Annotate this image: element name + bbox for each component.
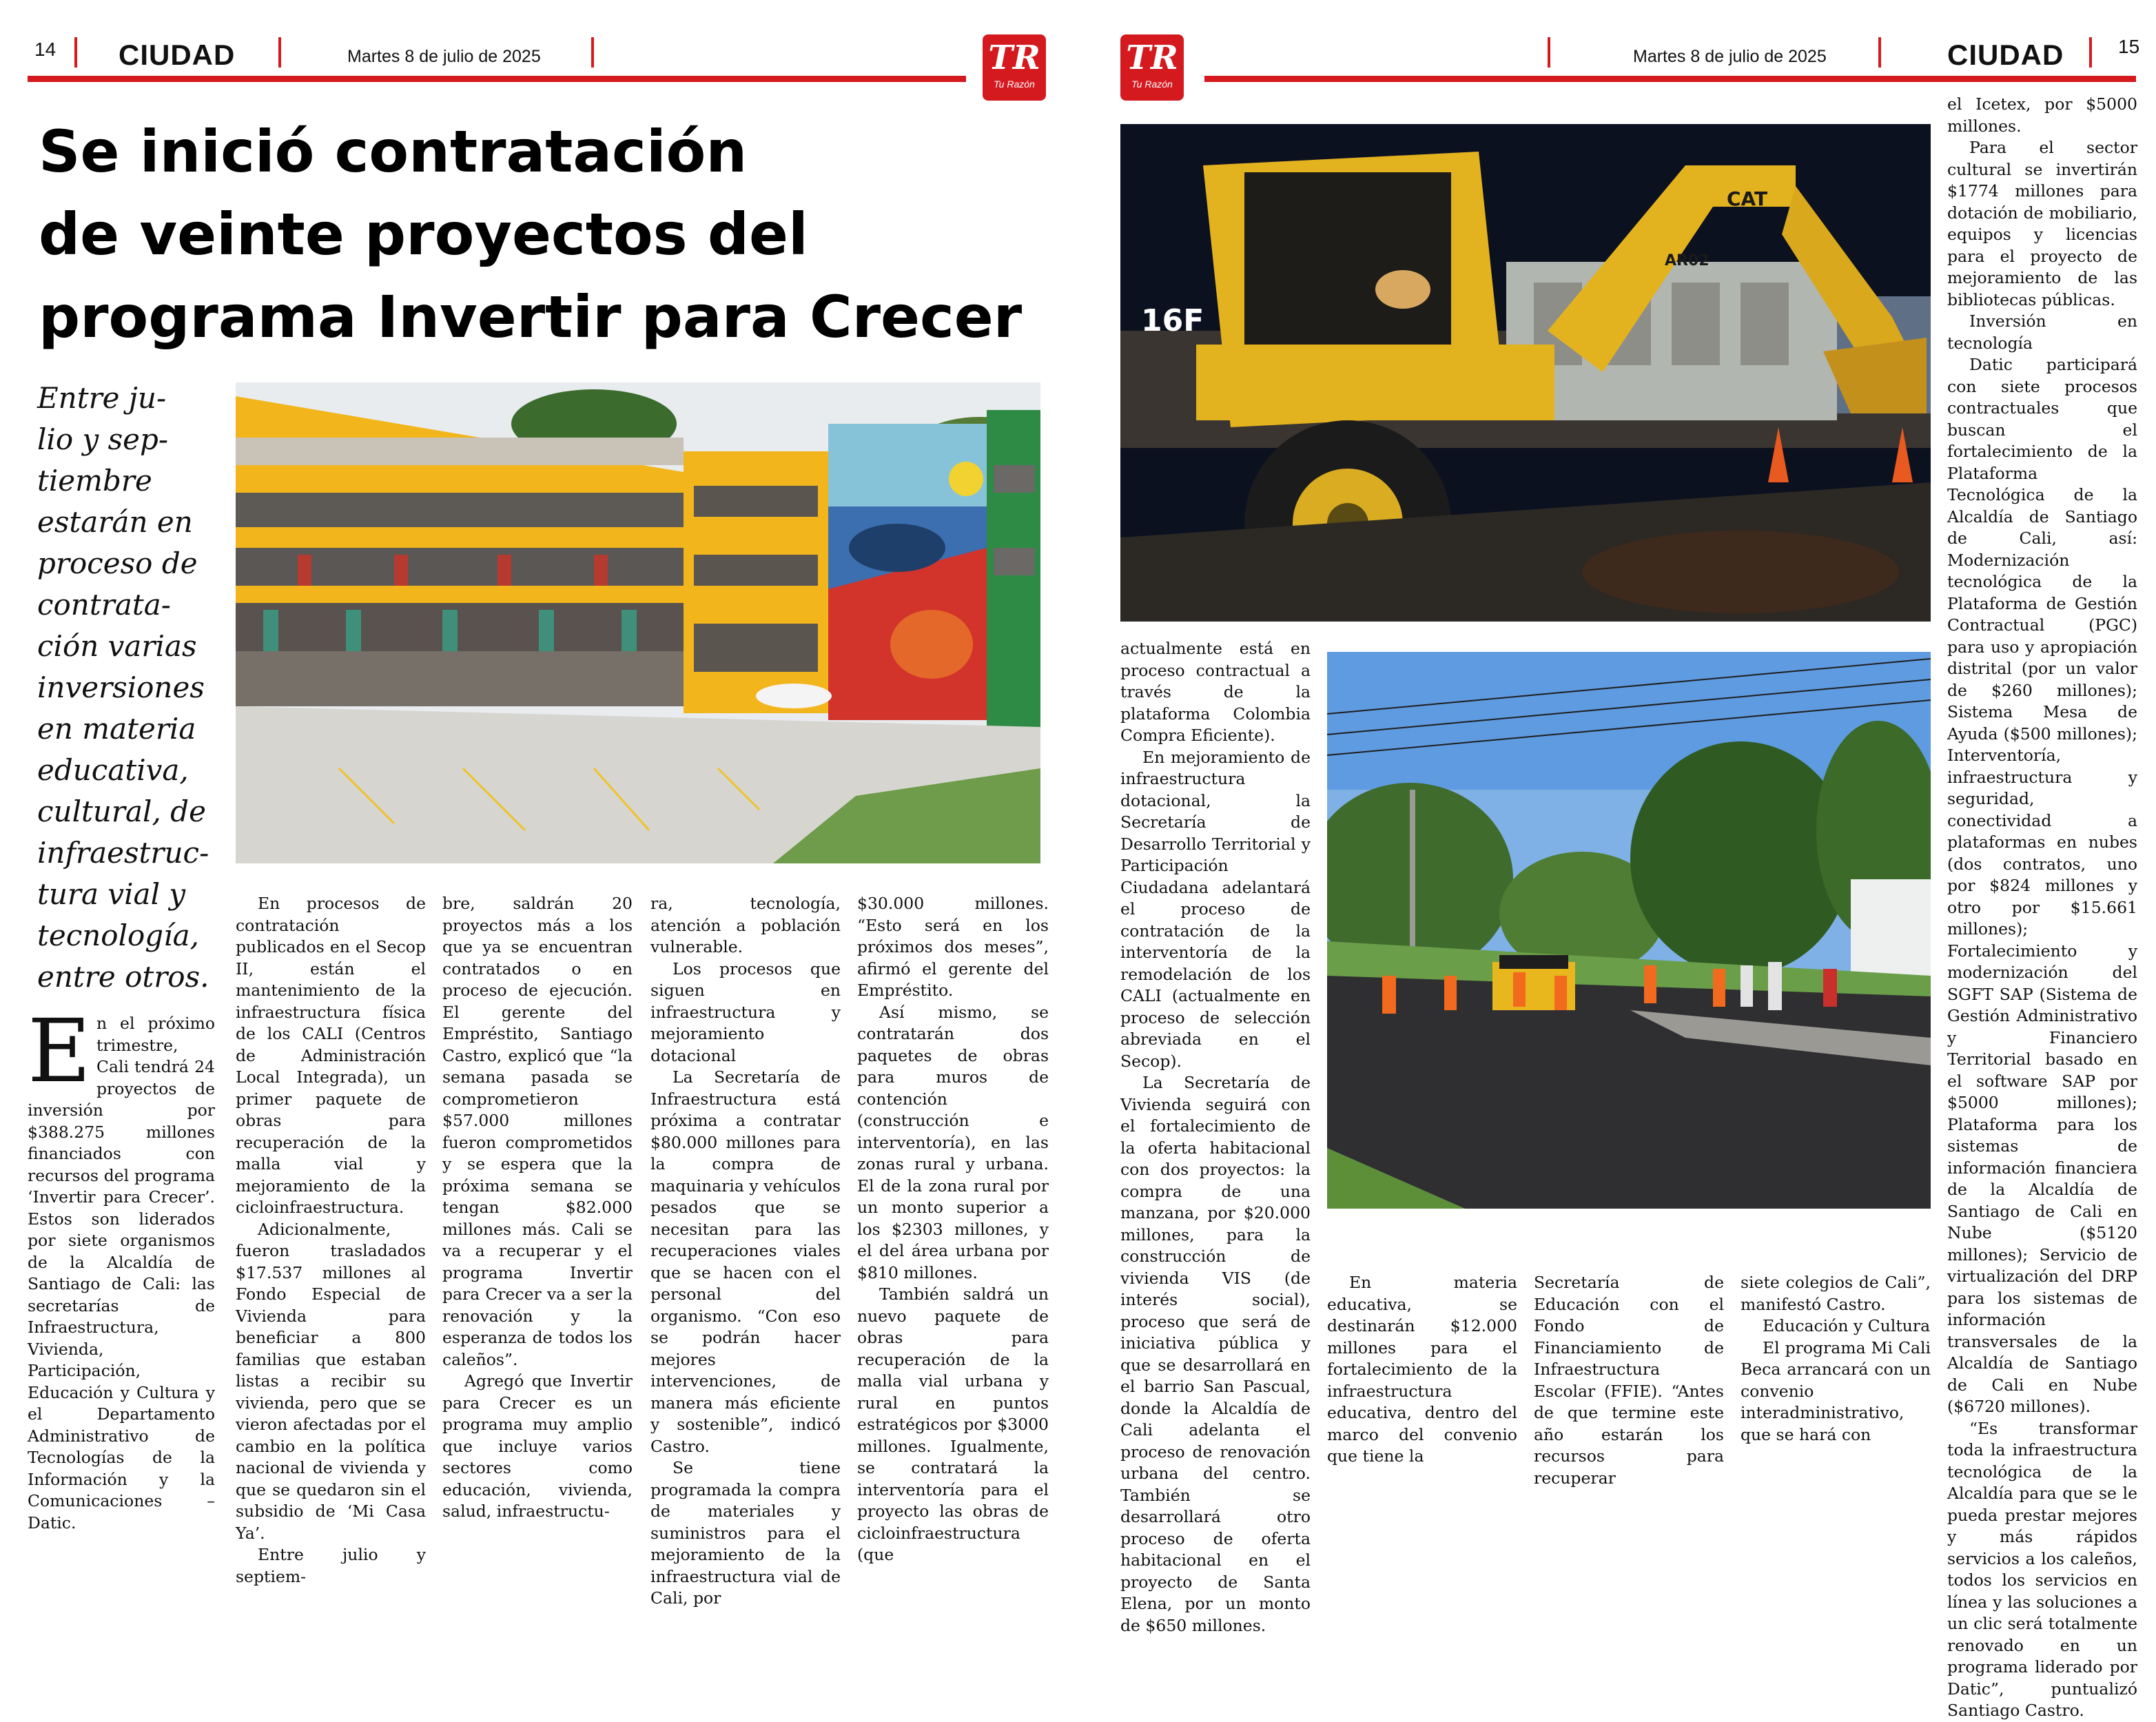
- paragraph: Secretaría de Educación con el Fondo de Financiamiento de Infraestructura Escolar (FFIE). “Antes de que termine este año estarán los recursos para recuperar: [1534, 1273, 1724, 1488]
- header-rule-right: [1204, 76, 2136, 82]
- excavator-night-photo: [1120, 124, 1931, 622]
- logo-name: Tu Razón: [994, 79, 1035, 90]
- header-divider: [591, 37, 594, 68]
- header-divider: [1878, 37, 1881, 68]
- paragraph: bre, saldrán 20 proyectos más a los que ya se encuentran contratados o en proceso de ejecución. El gerente del Empréstito, Santiago Castro, explicó que “la semana pasada se comprometieron $57.000 millones fueron comprometidos y se espera que la próxima semana se tengan $82.000 millones más. Cali se va a recuperar y el programa Invertir para Crecer va a ser la renovación y la esperanza de todos los caleños”.: [442, 894, 633, 1369]
- paragraph: Se tiene programada la compra de materiales y suministros para el mejoramiento de la infraestructura vial de Cali, por: [650, 1458, 841, 1608]
- newspaper-logo-right: [1120, 34, 1184, 101]
- header-divider: [74, 37, 77, 68]
- logo-mark: TR: [1126, 39, 1178, 77]
- lead-line: ción varias: [37, 629, 197, 663]
- date-left: Martes 8 de julio de 2025: [347, 47, 541, 66]
- paragraph: El programa Mi Cali Beca arrancará con un convenio interadministrativo, que se hará con: [1741, 1337, 1931, 1444]
- truck-plate-text: 16F: [1141, 303, 1204, 338]
- logo-name: Tu Razón: [1131, 79, 1173, 90]
- article-headline: [39, 110, 1022, 358]
- street-paving-photo: [1327, 652, 1931, 1209]
- header-rule-left: [28, 76, 966, 82]
- logo-mark: TR: [988, 39, 1040, 77]
- paragraph: “Es transformar toda la infraestructura tecnológica de la Alcaldía para que se le pueda prestar mejores y más rápidos servicios a los caleños, todos los servicios en línea y las soluciones a un clic será totalmente renovado en un programa liderado por Datic”, puntualizó Santiago Castro.: [1947, 1418, 2137, 1720]
- paragraph: Datic participará con siete procesos contractuales que buscan el fortalecimiento de la Plataforma Tecnológica de la Alcaldía de Santiago de Cali, así: Modernización tecnológica de la Plataforma de Gestión Contractual (PGC) para uso y apropiación distrital (por un valor de $260 millones); Sistema Mesa de Ayuda ($500 millones); Interventoría, infraestructura y seguridad, conectividad a plataformas en nubes (dos contratos, uno por $824 millones y otro por $15.661 millones); Fortalecimiento y modernización del SGFT SAP (Sistema de Gestión Administrativo y Financiero Territorial basado en el software SAP por $5000 millones); Plataforma para los sistemas de información financiera de la Alcaldía de Santiago de Cali en Nube ($5120 millones); Servicio de virtualización del DRP para los sistemas de información transversales de la Alcaldía de Santiago de Cali en Nube ($6720 millones).: [1947, 355, 2137, 1416]
- article-lead: [37, 378, 237, 998]
- lead-line: entre otros.: [37, 960, 209, 994]
- lead-line: tura vial y: [37, 877, 186, 911]
- cat-brand-text: CAT: [1727, 187, 1768, 210]
- body-column: [442, 893, 633, 1523]
- body-column: [1741, 1272, 1931, 1446]
- paragraph: Agregó que Invertir para Crecer es un programa muy amplio que incluye varios sectores como educación, vivienda, salud, infraestructu-: [442, 1371, 633, 1521]
- paragraph: En materia educativa, se destinarán $12.000 millones para el fortalecimiento de la infraestructura educativa, dentro del marco del convenio que tiene la: [1327, 1273, 1517, 1466]
- school-building-photo: [236, 382, 1040, 863]
- paragraph: siete colegios de Cali”, manifestó Castro.: [1741, 1273, 1931, 1314]
- body-column: [857, 893, 1049, 1566]
- paragraph: $30.000 millones. “Esto será en los próximos dos meses”, afirmó el gerente del Empréstito.: [857, 894, 1049, 1000]
- page-number-right: 15: [2118, 36, 2140, 57]
- body-column: [1120, 638, 1311, 1637]
- paragraph: el Icetex, por $5000 millones.: [1947, 94, 2137, 136]
- paragraph: La Secretaría de Infraestructura está próxima a contratar $80.000 millones para la compra de maquinaria y vehículos pesados que se necesitan para las recuperaciones viales que se hacen con el personal del organismo. “Con eso se podrán hacer mejores intervenciones, de manera más eficiente y sostenible”, indicó Castro.: [650, 1067, 841, 1456]
- paragraph: Así mismo, se contratarán dos paquetes de obras para muros de contención (construcción e interventoría), en las zonas rural y urbana. El de la zona rural por un monto superior a los $2303 millones, y el del área urbana por $810 millones.: [857, 1002, 1049, 1282]
- page-number-left: 14: [34, 39, 57, 60]
- paragraph: También saldrá un nuevo paquete de obras para recuperación de la malla vial urbana y rural en puntos estratégicos por $3000 millones. Igualmente, se contratará la interventoría para el proyecto las obras de cicloinfraestructura (que: [857, 1284, 1049, 1564]
- body-column: [28, 1001, 215, 1534]
- body-column: [1534, 1272, 1724, 1489]
- lead-line: inversiones: [37, 670, 205, 704]
- paragraph: Para el sector cultural se invertirán $1774 millones para dotación de mobiliario, equipos y licencias para el proyecto de mejoramiento de las bibliotecas públicas.: [1947, 138, 2137, 309]
- newspaper-logo-left: [983, 34, 1046, 101]
- lead-line: tiembre: [37, 464, 152, 498]
- headline-line: Se inició contratación: [39, 118, 748, 185]
- paragraph: actualmente está en proceso contractual a través de la plataforma Colombia Compra Eficiente).: [1120, 639, 1311, 745]
- header-divider: [1548, 37, 1550, 68]
- headline-line: de veinte proyectos del: [39, 201, 808, 268]
- lead-line: educativa,: [37, 753, 189, 787]
- paragraph: Los procesos que siguen en infraestructura y mejoramiento dotacional: [650, 959, 841, 1065]
- header-divider: [2089, 37, 2092, 68]
- subheading: Educación y Cultura: [1763, 1316, 1931, 1335]
- lead-line: estarán en: [37, 505, 193, 539]
- headline-line: programa Invertir para Crecer: [39, 283, 1023, 351]
- body-column: [650, 893, 841, 1610]
- lead-line: infraestruc-: [37, 836, 209, 870]
- lead-line: Entre ju-: [37, 381, 167, 415]
- paragraph: La Secretaría de Vivienda seguirá con el fortalecimiento de la oferta habitacional con dos proyectos: la compra de una manzana, por $20.000 millones, para la construcción de vivienda VIS (de interés social), proceso que será de iniciativa pública y que se desarrollará en el barrio San Pascual, donde la Alcaldía de Cali adelanta el proceso de renovación urbana del centro. También se desarrollará otro proceso de oferta habitacional en el proyecto de Santa Elena, por un monto de $650 millones.: [1120, 1073, 1311, 1635]
- paragraph: Adicionalmente, fueron trasladados $17.537 millones al Fondo Especial de Vivienda para beneficiar a 800 familias que estaban listas a recibir su vivienda, pero que se vieron afectadas por el cambio en la política nacional de vivienda y que se quedaron sin el subsidio de ‘Mi Casa Ya’.: [236, 1219, 426, 1543]
- paragraph: Entre julio y septiem-: [236, 1545, 426, 1586]
- date-right: Martes 8 de julio de 2025: [1633, 47, 1827, 66]
- lead-line: cultural, de: [37, 795, 206, 828]
- body-column: [1327, 1272, 1517, 1468]
- body-column: [1947, 94, 2137, 1722]
- arm-label-text: AR02: [1665, 252, 1710, 269]
- subheading: Inversión en tecnología: [1947, 311, 2137, 353]
- lead-line: en materia: [37, 712, 196, 746]
- section-label-left: CIUDAD: [119, 39, 236, 71]
- paragraph: n el próximo trimestre, Cali tendrá 24 proyectos de inversión por $388.275 millones financiados con recursos del programa ‘Invertir para Crecer’. Estos son liderados por siete organismos de la Alcaldía de Santiago de Cali: las secretarías de Infraestructura, Vivienda, Participación, Educación y Cultura y el Departamento Administrativo de Tecnologías de la Información y la Comunicaciones – Datic.: [28, 1014, 215, 1533]
- lead-line: tecnología,: [37, 919, 200, 952]
- section-label-right: CIUDAD: [1947, 39, 2064, 71]
- header-divider: [278, 37, 281, 68]
- body-column: [236, 893, 426, 1588]
- drop-cap: E: [28, 1001, 91, 1102]
- paragraph: En procesos de contratación publicados en el Secop II, están el mantenimiento de la infraestructura física de los CALI (Centros de Administración Local Integrada), un primer paquete de obras para recuperación de la malla vial y mejoramiento de la cicloinfraestructura.: [236, 894, 426, 1217]
- lead-line: contrata-: [37, 588, 171, 622]
- lead-line: proceso de: [37, 546, 198, 580]
- lead-line: lio y sep-: [37, 422, 169, 456]
- paragraph: En mejoramiento de infraestructura dotacional, la Secretaría de Desarrollo Territorial y Participación Ciudadana adelantará el proceso de contratación de la interventoría de la remodelación de los CALI (actualmente en proceso de selección abreviada en el Secop).: [1120, 747, 1311, 1071]
- paragraph: ra, tecnología, atención a población vulnerable.: [650, 894, 841, 956]
